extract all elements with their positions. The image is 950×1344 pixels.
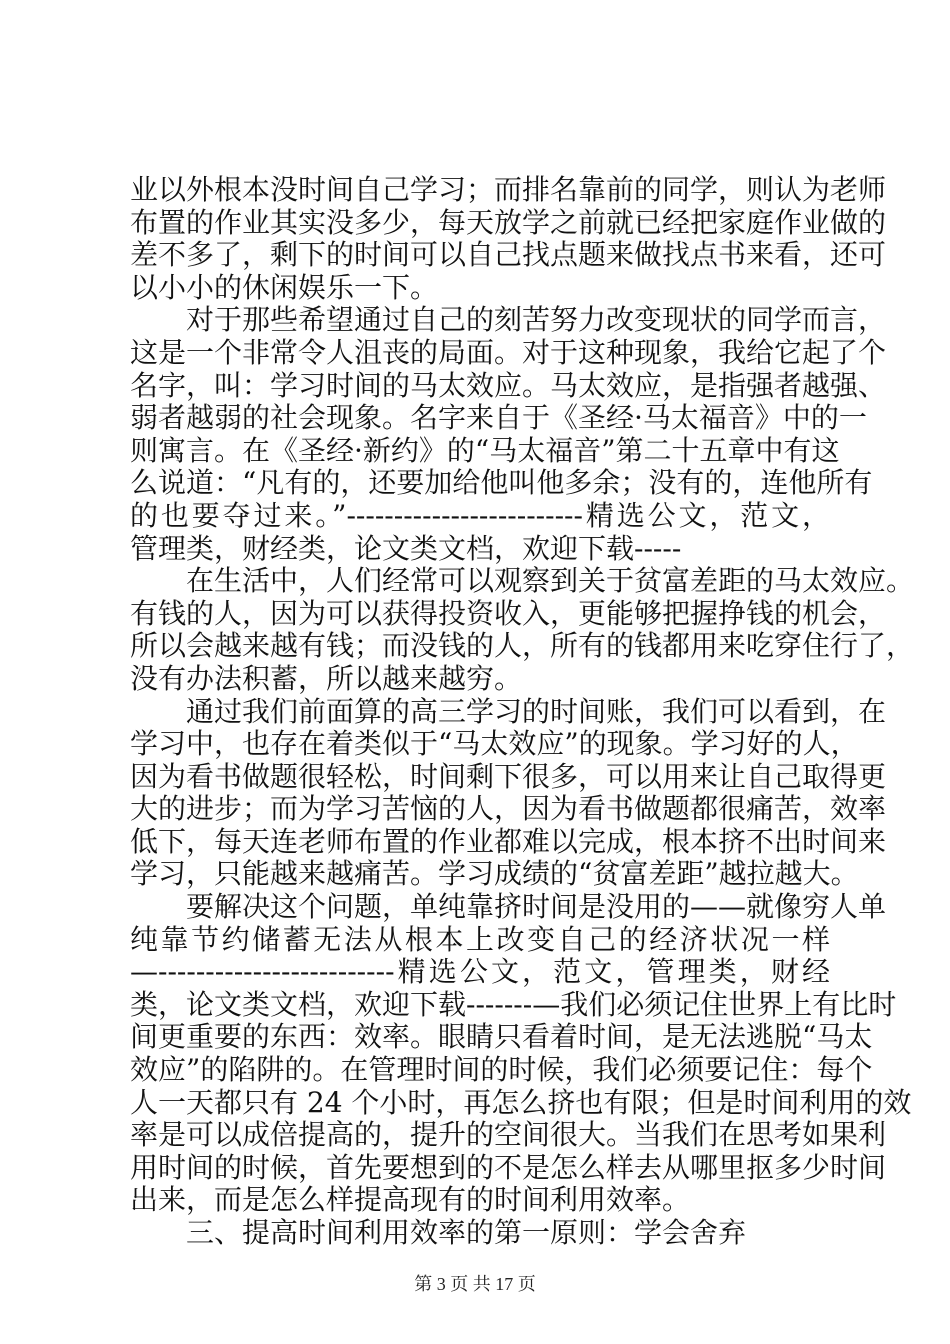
text-line: 间更重要的东西：效率。眼睛只看着时间，是无法逃脱“马太	[130, 1020, 873, 1054]
document-body	[130, 173, 915, 1250]
text-line: 通过我们前面算的高三学习的时间账，我们可以看到，在	[130, 694, 887, 728]
text-line: 么说道：“凡有的，还要加给他叫他多余；没有的，连他所有	[130, 466, 873, 500]
text-line: 出来，而是怎么样提高现有的时间利用效率。	[130, 1183, 691, 1217]
text-line: 管理类，财经类，论文类文档，欢迎下载-----	[130, 531, 682, 565]
text-line: 人一天都只有 24 个小时，再怎么挤也有限；但是时间利用的效	[130, 1085, 912, 1119]
text-line: 业以外根本没时间自己学习；而排名靠前的同学，则认为老师	[130, 173, 887, 206]
text-line: 名字，叫：学习时间的马太效应。马太效应，是指强者越强、	[130, 368, 887, 402]
text-line: 三、提高时间利用效率的第一原则：学会舍弃	[130, 1216, 747, 1249]
text-line: 学习中，也存在着类似于“马太效应”的现象。学习好的人，	[130, 727, 859, 761]
text-line: 对于那些希望通过自己的刻苦努力改变现状的同学而言，	[130, 303, 887, 337]
text-line: 布置的作业其实没多少，每天放学之前就已经把家庭作业做的	[130, 205, 887, 239]
text-line: 类，论文类文档，欢迎下载-------—我们必须记住世界上有比时	[130, 987, 897, 1021]
text-line: 用时间的时候，首先要想到的不是怎么样去从哪里抠多少时间	[130, 1150, 887, 1184]
text-line: 大的进步；而为学习苦恼的人，因为看书做题都很痛苦，效率	[130, 792, 887, 826]
text-line: 的也要夺过来。”-------------------------精选公文，范文，	[130, 498, 830, 532]
text-line: 所以会越来越有钱；而没钱的人，所有的钱都用来吃穿住行了，	[130, 629, 915, 663]
text-line: 因为看书做题很轻松，时间剩下很多，可以用来让自己取得更	[130, 759, 887, 793]
text-line: 这是一个非常令人沮丧的局面。对于这种现象，我给它起了个	[130, 335, 887, 369]
text-line: 效应”的陷阱的。在管理时间的时候，我们必须要记住：每个	[130, 1053, 873, 1087]
text-line: 在生活中，人们经常可以观察到关于贫富差距的马太效应。	[130, 564, 915, 598]
text-line: 差不多了，剩下的时间可以自己找点题来做找点书来看，还可	[130, 238, 887, 272]
text-line: 纯靠节约储蓄无法从根本上改变自己的经济状况一样	[130, 922, 830, 956]
text-line: 以小小的休闲娱乐一下。	[130, 270, 439, 304]
text-line: 要解决这个问题，单纯靠挤时间是没用的——就像穷人单	[130, 890, 887, 924]
text-line: —-------------------------精选公文，范文，管理类，财经	[130, 955, 830, 989]
text-line: 学习，只能越来越痛苦。学习成绩的“贫富差距”越拉越大。	[130, 857, 859, 891]
page-footer: 第 3 页 共 17 页	[414, 1274, 536, 1294]
text-line: 弱者越弱的社会现象。名字来自于《圣经·马太福音》中的一	[130, 401, 867, 435]
text-line: 率是可以成倍提高的，提升的空间很大。当我们在思考如果利	[130, 1118, 887, 1152]
text-line: 则寓言。在《圣经·新约》的“马太福音”第二十五章中有这	[130, 433, 840, 467]
text-line: 没有办法积蓄，所以越来越穷。	[130, 661, 523, 695]
text-line: 低下，每天连老师布置的作业都难以完成，根本挤不出时间来	[130, 824, 887, 858]
text-line: 有钱的人，因为可以获得投资收入，更能够把握挣钱的机会，	[130, 596, 887, 630]
